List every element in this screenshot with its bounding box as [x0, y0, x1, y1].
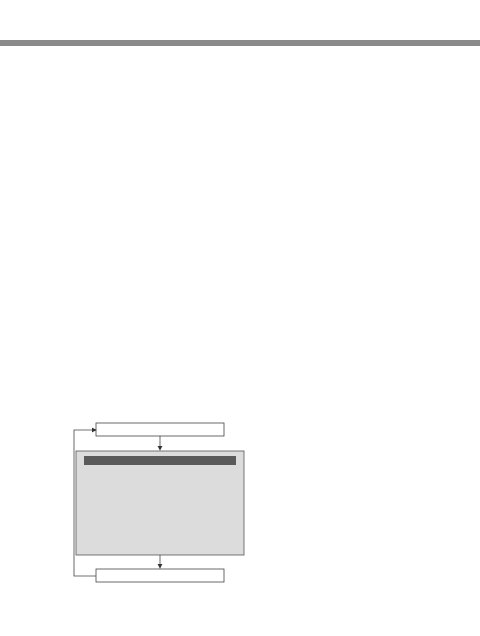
developed-box [96, 569, 224, 582]
robust-band [84, 456, 236, 465]
architecture-box [76, 451, 244, 555]
needs-box [96, 423, 224, 436]
